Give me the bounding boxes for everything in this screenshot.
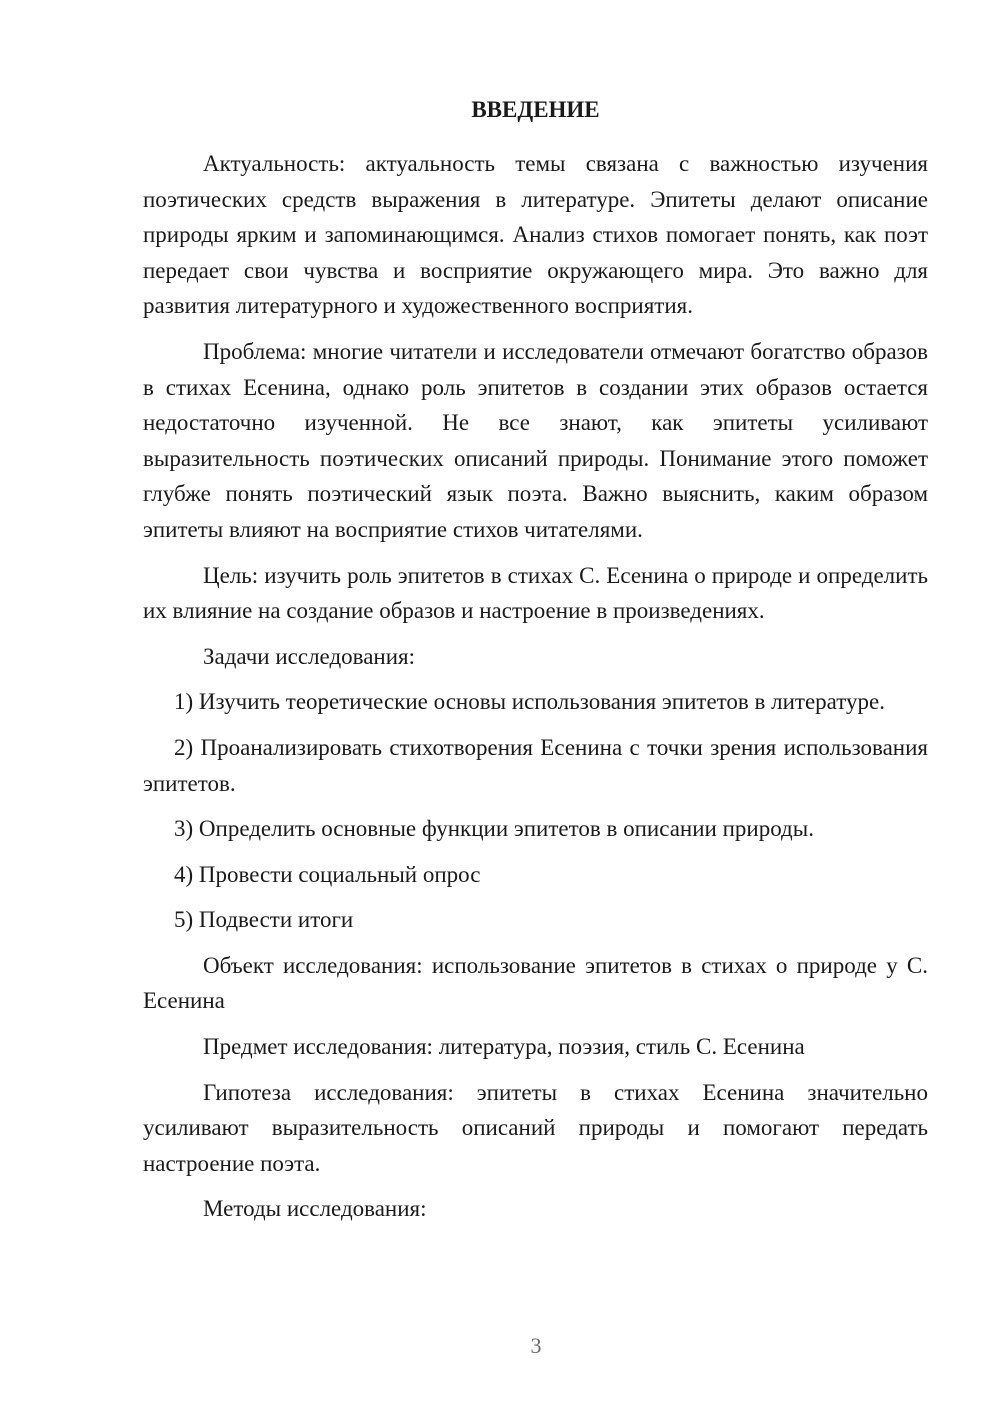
tasks-heading: Задачи исследования: [203,643,416,669]
task-item-4: 4) Провести социальный опрос [174,861,481,887]
task-item-5: 5) Подвести итоги [174,907,354,933]
relevance-paragraph: Актуальность: актуальность темы связана с важностью изучения поэтических средств выражения в литературе. Эпитеты делают описание природы ярким и запоминающимся. Анализ стихов помогает понять, как поэт передает свои чувства и восприятие окружающего мира. Это важно для развития литературного и художественного восприятия. [143,151,928,319]
object-paragraph: Объект исследования: использование эпитетов в стихах о природе у С. Есенина [143,952,928,1014]
subject-paragraph: Предмет исследования: литература, поэзия, стиль С. Есенина [203,1034,805,1060]
hypothesis-paragraph: Гипотеза исследования: эпитеты в стихах Есенина значительно усиливают выразительность описаний природы и помогают передать настроение поэта. [143,1079,928,1176]
page-number: 3 [530,1333,542,1358]
methods-heading: Методы исследования: [203,1196,427,1222]
task-item-2: 2) Проанализировать стихотворения Есенина с точки зрения использования эпитетов. [143,734,928,796]
goal-paragraph: Цель: изучить роль эпитетов в стихах С. Есенина о природе и определить их влияние на создание образов и настроение в произведениях. [143,562,928,624]
problem-paragraph: Проблема: многие читатели и исследователи отмечают богатство образов в стихах Есенина, однако роль эпитетов в создании этих образов остается недостаточно изученной. Не все знают, как эпитеты усиливают выразительность поэтических описаний природы. Понимание этого поможет глубже понять поэтический язык поэта. Важно выяснить, каким образом эпитеты влияют на восприятие стихов читателями. [143,338,928,542]
section-title: ВВЕДЕНИЕ [471,97,600,122]
task-item-1: 1) Изучить теоретические основы использования эпитетов в литературе. [174,689,886,715]
page-content [143,92,928,1237]
task-item-3: 3) Определить основные функции эпитетов в описании природы. [174,816,814,842]
